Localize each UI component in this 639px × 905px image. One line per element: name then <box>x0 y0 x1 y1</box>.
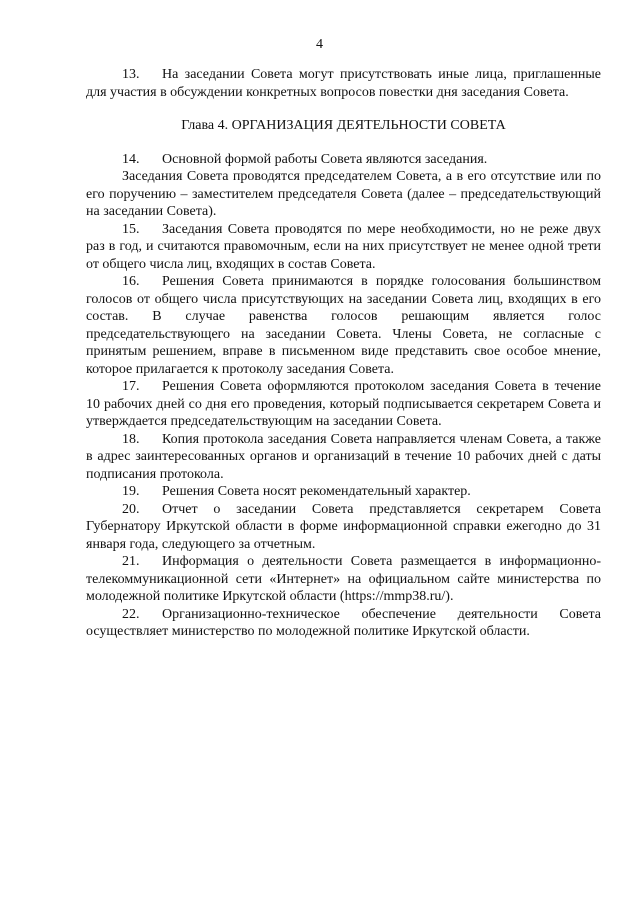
paragraph-number: 22. <box>122 606 140 622</box>
paragraph-text: Копия протокола заседания Совета направляется членам Совета, а также в адрес заинтересованных органов и организаций в течение 10 рабочих дней с даты подписания протокола. <box>86 431 601 482</box>
paragraph-19 <box>86 483 601 501</box>
paragraph-15 <box>86 221 601 274</box>
paragraph-text: Информация о деятельности Совета размещается в информационно-телекоммуникационной сети «Интернет» на официальном сайте министерства по молодежной политике Иркутской области (https://mmp38.ru/). <box>86 554 601 604</box>
paragraph-text: На заседании Совета могут присутствовать иные лица, приглашенные для участия в обсуждении конкретных вопросов повестки дня заседания Совета. <box>86 67 601 100</box>
paragraph-number: 15. <box>122 221 140 237</box>
paragraph-text: Заседания Совета проводятся по мере необходимости, но не реже двух раз в год, и считаются правомочным, если на них присутствует не менее одной трети от общего числа лиц, входящих в состав Совета. <box>86 221 601 272</box>
paragraph-number: 20. <box>122 501 140 517</box>
paragraph-text: Организационно-техническое обеспечение деятельности Совета осуществляет министерство по молодежной политике Иркутской области. <box>86 606 601 639</box>
paragraph-text: Основной формой работы Совета являются заседания. <box>162 151 488 167</box>
document-body <box>86 66 601 641</box>
paragraph-20 <box>86 501 601 554</box>
paragraph-number: 19. <box>122 484 140 499</box>
paragraph-text: Решения Совета носят рекомендательный характер. <box>162 484 471 499</box>
paragraph-number: 21. <box>122 554 140 569</box>
paragraph-number: 16. <box>122 274 140 289</box>
paragraph-17 <box>86 378 601 431</box>
chapter-heading: Глава 4. ОРГАНИЗАЦИЯ ДЕЯТЕЛЬНОСТИ СОВЕТА <box>181 118 506 133</box>
paragraph-number: 13. <box>122 67 140 82</box>
paragraph-16 <box>86 273 601 378</box>
paragraph-21 <box>86 553 601 606</box>
paragraph-text: Решения Совета оформляются протоколом заседания Совета в течение 10 рабочих дней со дня его проведения, который подписывается секретарем Совета и утверждается председательствующим на заседании Совета. <box>86 379 601 429</box>
paragraph-text: Отчет о заседании Совета представляется секретарем Совета Губернатору Иркутской области в форме информационной справки ежегодно до 31 января года, следующего за отчетным. <box>86 501 601 552</box>
paragraph-text: Заседания Совета проводятся председателем Совета, а в его отсутствие или по его поручению – заместителем председателя Совета (далее – председательствующий на заседании Совета). <box>86 169 601 219</box>
paragraph-14-continued <box>86 168 601 221</box>
paragraph-text: Решения Совета принимаются в порядке голосования большинством голосов от общего числа присутствующих на заседании Совета лиц, входящих в его состав. В случае равенства голосов решающим является голос председательствующего на заседании Совета. Члены Совета, не согласные с принятым решением, вправе в письменном виде представить свое особое мнение, которое прилагается к протоколу заседания Совета. <box>86 274 601 377</box>
paragraph-13 <box>86 66 601 101</box>
paragraph-number: 17. <box>122 379 140 394</box>
paragraph-14 <box>86 151 601 169</box>
paragraph-18 <box>86 431 601 484</box>
paragraph-number: 18. <box>122 431 140 447</box>
page-number: 4 <box>316 37 323 52</box>
paragraph-22 <box>86 606 601 641</box>
paragraph-number: 14. <box>122 151 140 167</box>
